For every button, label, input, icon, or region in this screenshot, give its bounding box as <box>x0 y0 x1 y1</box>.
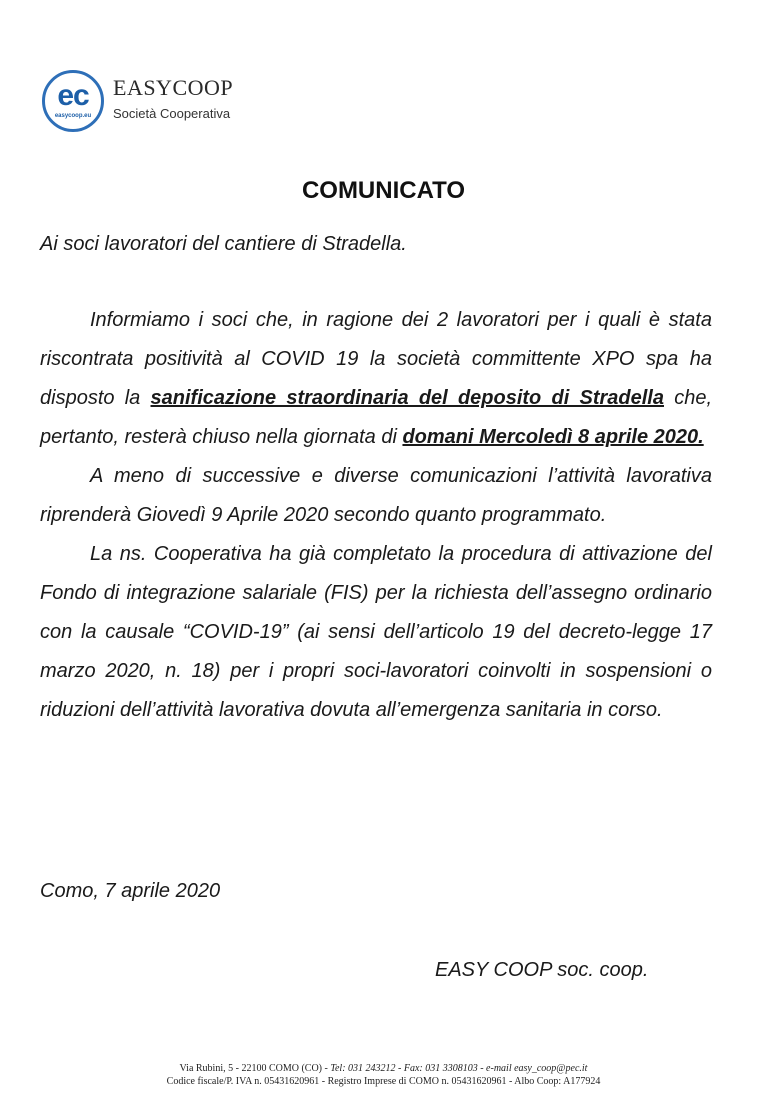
logo-url: easycoop.eu <box>54 113 92 119</box>
signature: EASY COOP soc. coop. <box>435 959 649 981</box>
paragraph-1-highlight-2: domani Mercoledì 8 aprile 2020. <box>402 426 704 448</box>
footer-contacts: Tel: 031 243212 - Fax: 031 3308103 - e-mail easy_coop@pec.it <box>330 1063 588 1074</box>
letterhead <box>42 70 302 136</box>
paragraph-1-text-2: che, pertanto, resterà chiuso nella giornata di <box>40 387 713 448</box>
document-title: COMUNICATO <box>301 177 466 204</box>
paragraph-2: A meno di successive e diverse comunicazioni l’attività lavorativa riprenderà Giovedì 9 Aprile 2020 secondo quanto programmato. <box>40 465 712 526</box>
footer-line-1 <box>0 1062 767 1075</box>
paragraph-1 <box>40 301 712 457</box>
footer-address: Via Rubini, 5 - 22100 COMO (CO) - <box>179 1063 331 1074</box>
footer-line-2: Codice fiscale/P. IVA n. 05431620961 - Registro Imprese di COMO n. 05431620961 - Albo Coop: A177924 <box>166 1076 601 1087</box>
company-logo <box>42 70 104 132</box>
document-body <box>40 225 712 730</box>
place-date: Como, 7 aprile 2020 <box>40 880 221 902</box>
paragraph-3: La ns. Cooperativa ha già completato la procedura di attivazione del Fondo di integrazione salariale (FIS) per la richiesta dell’assegno ordinario con la causale “COVID-19” (ai sensi dell’articolo 19 del decreto-legge 17 marzo 2020, n. 18) per i propri soci-lavoratori coinvolti in sospensioni o riduzioni dell’attività lavorativa dovuta all’emergenza sanitaria in corso. <box>40 543 712 721</box>
brand-name: EASYCOOP <box>113 75 234 100</box>
recipient-line: Ai soci lavoratori del cantiere di Stradella. <box>40 233 407 255</box>
brand-subtitle: Società Cooperativa <box>113 106 231 121</box>
paragraph-1-text-1: Informiamo i soci che, in ragione dei 2 lavoratori per i quali è stata riscontrata positività al COVID 19 la società committente XPO spa ha disposto la <box>40 309 712 409</box>
logo-letters: ec <box>57 79 89 112</box>
footer <box>0 1062 767 1088</box>
paragraph-1-highlight-1: sanificazione straordinaria del deposito di Stradella <box>150 387 664 409</box>
